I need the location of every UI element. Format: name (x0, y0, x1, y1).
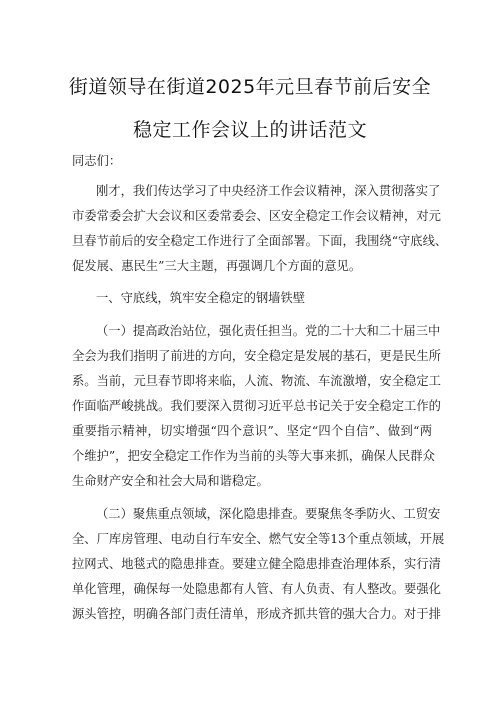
document-title-line-2: 稳定工作会议上的讲话范文 (132, 119, 367, 141)
paragraph-line: 市委常委会扩大会议和区委常委会、区安全稳定工作会议精神，对元 (72, 209, 441, 223)
paragraph-line: 拉网式、地毯式的隐患排查。要建立健全隐患排查治理体系，实行清 (72, 557, 441, 571)
section-heading: 一、守底线，筑牢安全稳定的钢墙铁壁 (96, 291, 306, 305)
paragraph-line: 系。当前，元旦春节即将来临，人流、物流、车流激增，安全稳定工 (72, 374, 441, 388)
paragraph-line: 全、厂库房管理、电动自行车安全、燃气安全等13个重点领域，开展 (72, 532, 445, 546)
paragraph-line: 促发展、惠民生”三大主题，再强调几个方面的意见。 (72, 259, 362, 273)
paragraph-line: 全会为我们指明了前进的方向，安全稳定是发展的基石，更是民生所 (72, 349, 441, 363)
paragraph-line: 生命财产安全和社会大局和谐稳定。 (72, 474, 269, 488)
paragraph-line: 源头管控，明确各部门责任清单，形成齐抓共管的强大合力。对于排 (72, 607, 441, 621)
paragraph-line: 单化管理，确保每一处隐患都有人管、有人负责、有人整改。要强化 (72, 582, 441, 596)
paragraph-line: 刚才，我们传达学习了中央经济工作会议精神，深入贯彻落实了 (96, 184, 441, 198)
paragraph-line: 旦春节前后的安全稳定工作进行了全面部署。下面，我围绕“守底线、 (72, 234, 448, 248)
paragraph-line: （一）提高政治站位，强化责任担当。党的二十大和二十届三中 (96, 324, 441, 338)
salutation: 同志们： (72, 154, 122, 168)
document-title-line-1: 街道领导在街道2025年元旦春节前后安全 (68, 76, 432, 98)
paragraph-line: 作面临严峻挑战。我们要深入贯彻习近平总书记关于安全稳定工作的 (72, 399, 441, 413)
paragraph-line: 个维护”，把安全稳定工作作为当前的头等大事来抓，确保人民群众 (72, 449, 435, 463)
paragraph-line: （二）聚焦重点领域，深化隐患排查。要聚焦冬季防火、工贸安 (96, 507, 441, 521)
paragraph-line: 重要指示精神，切实增强“四个意识”、坚定“四个自信”、做到“两 (72, 424, 432, 438)
